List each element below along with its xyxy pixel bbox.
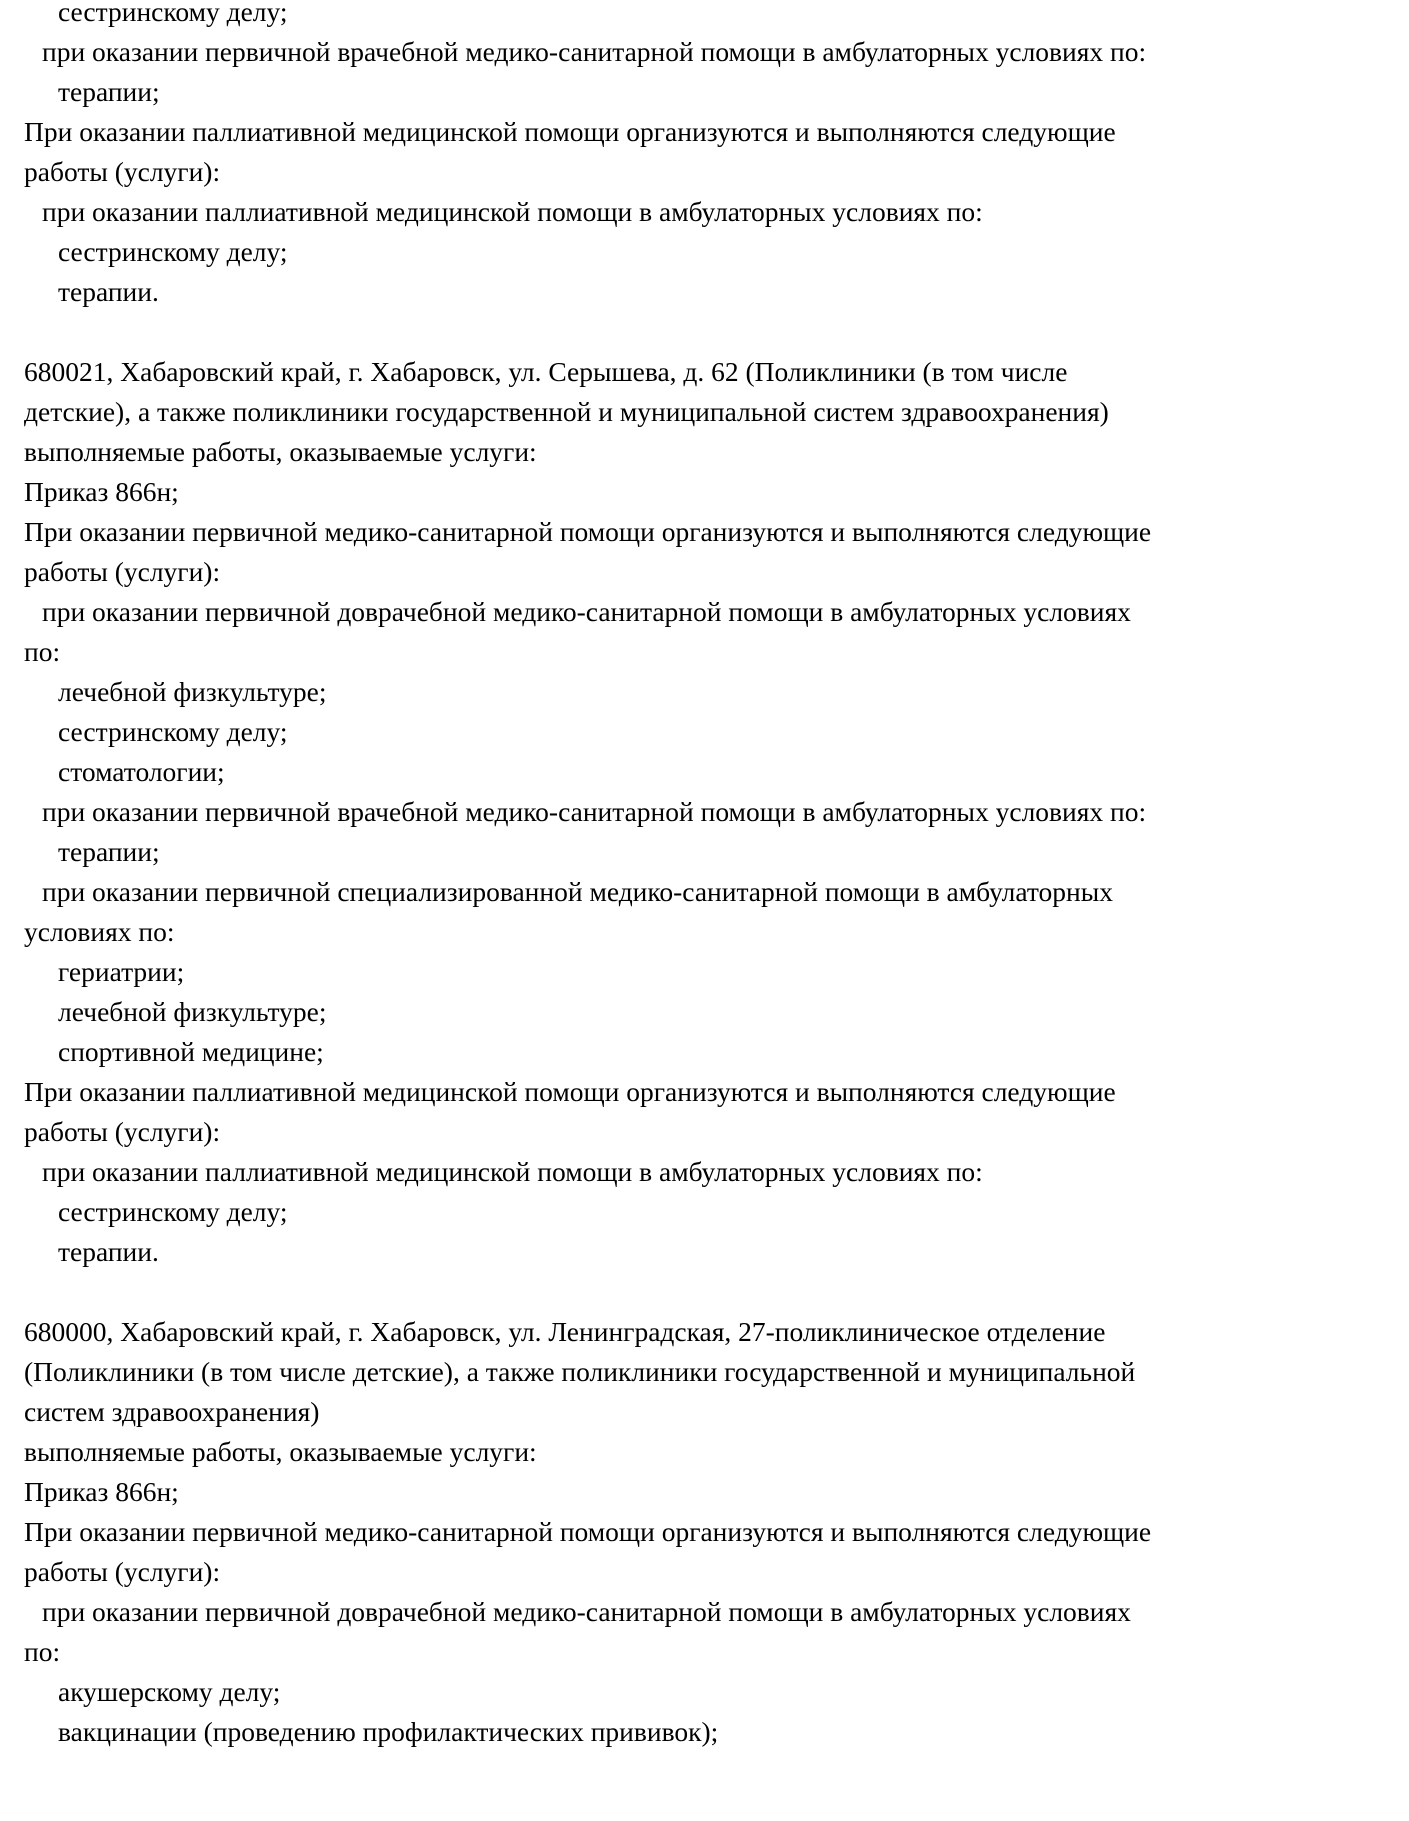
text-line: условиях по:: [24, 916, 175, 947]
text-line: при оказании первичной врачебной медико-санитарной помощи в амбулаторных условиях по:: [42, 796, 1147, 827]
text-line: систем здравоохранения): [24, 1396, 320, 1427]
text-line: терапии.: [58, 276, 159, 307]
text-line: при оказании паллиативной медицинской помощи в амбулаторных условиях по:: [42, 1156, 983, 1187]
text-line: сестринскому делу;: [58, 1196, 288, 1227]
text-line: вакцинации (проведению профилактических прививок);: [58, 1716, 719, 1747]
text-line: сестринскому делу;: [58, 716, 288, 747]
text-line: работы (услуги):: [24, 1116, 221, 1147]
text-line: спортивной медицине;: [58, 1036, 324, 1067]
text-line: при оказании первичной доврачебной медико-санитарной помощи в амбулаторных условиях: [42, 596, 1131, 627]
text-line: 680021, Хабаровский край, г. Хабаровск, ул. Серышева, д. 62 (Поликлиники (в том числе: [24, 356, 1068, 387]
text-line: выполняемые работы, оказываемые услуги:: [24, 436, 537, 467]
text-line: терапии;: [58, 76, 160, 107]
text-line: гериатрии;: [58, 956, 185, 987]
text-line: работы (услуги):: [24, 156, 221, 187]
text-line: При оказании паллиативной медицинской помощи организуются и выполняются следующие: [24, 1076, 1116, 1107]
text-line: 680000, Хабаровский край, г. Хабаровск, ул. Ленинградская, 27-поликлиническое отделение: [24, 1316, 1106, 1347]
text-line: при оказании первичной доврачебной медико-санитарной помощи в амбулаторных условиях: [42, 1596, 1131, 1627]
text-line: стоматологии;: [58, 756, 225, 787]
text-line: акушерскому делу;: [58, 1676, 281, 1707]
blank-line: [24, 312, 1385, 352]
text-line: Приказ 866н;: [24, 476, 179, 507]
text-line: (Поликлиники (в том числе детские), а также поликлиники государственной и муниципальной: [24, 1356, 1136, 1387]
text-line: при оказании первичной специализированной медико-санитарной помощи в амбулаторных: [42, 876, 1113, 907]
text-line: При оказании первичной медико-санитарной помощи организуются и выполняются следующие: [24, 516, 1152, 547]
text-line: выполняемые работы, оказываемые услуги:: [24, 1436, 537, 1467]
text-line: работы (услуги):: [24, 1556, 221, 1587]
text-line: При оказании паллиативной медицинской помощи организуются и выполняются следующие: [24, 116, 1116, 147]
text-line: по:: [24, 1636, 61, 1667]
blank-line: [24, 1272, 1385, 1312]
text-line: при оказании паллиативной медицинской помощи в амбулаторных условиях по:: [42, 196, 983, 227]
text-line: При оказании первичной медико-санитарной помощи организуются и выполняются следующие: [24, 1516, 1152, 1547]
text-line: по:: [24, 636, 61, 667]
text-line: лечебной физкультуре;: [58, 996, 327, 1027]
text-line: детские), а также поликлиники государственной и муниципальной систем здравоохранения): [24, 396, 1109, 427]
text-line: работы (услуги):: [24, 556, 221, 587]
text-line: сестринскому делу;: [58, 0, 288, 27]
text-line: сестринскому делу;: [58, 236, 288, 267]
text-line: лечебной физкультуре;: [58, 676, 327, 707]
text-line: при оказании первичной врачебной медико-санитарной помощи в амбулаторных условиях по:: [42, 36, 1147, 67]
text-line: терапии;: [58, 836, 160, 867]
text-line: терапии.: [58, 1236, 159, 1267]
text-line: Приказ 866н;: [24, 1476, 179, 1507]
